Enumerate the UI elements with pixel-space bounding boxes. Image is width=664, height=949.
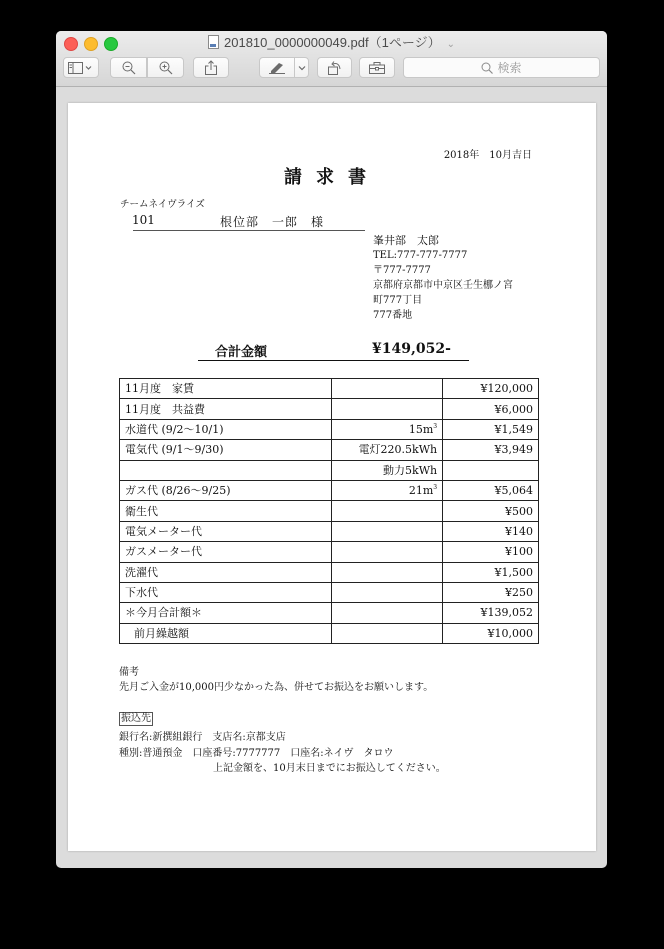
item-qty: 動力5kWh: [332, 460, 443, 480]
item-label: 下水代: [120, 582, 332, 602]
item-amount: ¥3,949: [443, 440, 539, 460]
item-label: ガスメーター代: [120, 542, 332, 562]
item-qty: [332, 501, 443, 521]
total-label: 合計金額: [215, 345, 268, 360]
sender-postal: 〒777-7777: [373, 265, 431, 276]
table-row: [120, 399, 539, 419]
invoice-date: 2018年 10月吉日: [443, 150, 532, 161]
item-amount: [443, 460, 539, 480]
pdf-document-icon: [208, 35, 219, 49]
bank-info-line-1: 銀行名:新撰組銀行 支店名:京都支店: [119, 732, 286, 743]
item-qty: [332, 623, 443, 643]
search-placeholder: 検索: [497, 61, 522, 75]
titlebar: [56, 31, 607, 87]
item-qty: [332, 582, 443, 602]
rotate-icon: [328, 60, 342, 75]
customer-name: 根位部 一郎 様: [220, 215, 325, 229]
markup-options-button[interactable]: [294, 57, 309, 78]
rotate-button[interactable]: [317, 57, 352, 78]
item-amount: ¥6,000: [443, 399, 539, 419]
search-icon: [481, 62, 493, 74]
pen-icon: [269, 62, 285, 74]
item-amount: ¥139,052: [443, 603, 539, 623]
sidebar-icon: [68, 62, 94, 74]
item-qty: [332, 399, 443, 419]
remarks-label: 備考: [119, 667, 139, 678]
item-amount: ¥140: [443, 521, 539, 541]
table-row: [120, 480, 539, 500]
sender-tel: TEL:777-777-7777: [373, 250, 468, 261]
zoom-out-button[interactable]: [110, 57, 147, 78]
item-qty: $21m^3$: [332, 480, 443, 500]
window-title[interactable]: [56, 35, 607, 53]
item-label: 11月度 共益費: [120, 399, 332, 419]
table-row: [120, 440, 539, 460]
items-table: [119, 378, 539, 644]
table-row: [120, 542, 539, 562]
chevron-down-icon: [298, 65, 306, 71]
table-row: [120, 582, 539, 602]
remarks-text: 先月ご入金が10,000円少なかった為、併せてお振込をお願いします。: [119, 682, 434, 693]
customer-underline: [133, 230, 365, 231]
item-amount: ¥100: [443, 542, 539, 562]
total-value: ¥149,052-: [372, 341, 451, 357]
sender-address-2: 町777丁目: [373, 295, 423, 306]
payment-deadline-note: 上記金額を、10月末日までにお振込してください。: [213, 763, 446, 774]
table-row-subtotal: [120, 603, 539, 623]
item-label: 電気代 (9/1～9/30): [120, 440, 332, 460]
table-row: [120, 460, 539, 480]
sidebar-toggle-button[interactable]: [63, 57, 99, 78]
item-amount: ¥10,000: [443, 623, 539, 643]
item-qty: $15m^3$: [332, 419, 443, 439]
item-label: 水道代 (9/2～10/1): [120, 419, 332, 439]
document-title: 請求書: [284, 167, 380, 188]
total-underline: [198, 360, 469, 361]
zoom-in-icon: [159, 61, 173, 75]
item-label: 11月度 家賃: [120, 379, 332, 399]
item-amount: ¥5,064: [443, 480, 539, 500]
item-label: ガス代 (8/26～9/25): [120, 480, 332, 500]
item-label: 電気メーター代: [120, 521, 332, 541]
item-qty: [332, 603, 443, 623]
item-label: 前月繰越額: [120, 623, 332, 643]
item-qty: [332, 379, 443, 399]
share-button[interactable]: [193, 57, 229, 78]
item-label: [120, 460, 332, 480]
customer-number: 101: [132, 213, 155, 227]
toolbox-button[interactable]: [359, 57, 395, 78]
item-qty: [332, 562, 443, 582]
pdf-page[interactable]: [68, 103, 596, 851]
zoom-in-button[interactable]: [147, 57, 184, 78]
table-row: [120, 379, 539, 399]
markup-button[interactable]: [259, 57, 295, 78]
sender-name: 峯井部 太郎: [373, 234, 439, 247]
item-amount: ¥250: [443, 582, 539, 602]
chevron-down-icon[interactable]: ⌄: [446, 39, 455, 50]
window-title-pages: （1ページ）: [368, 35, 441, 50]
sender-address-1: 京都府京都市中京区壬生梛ノ宮: [373, 280, 513, 291]
zoom-out-icon: [122, 61, 136, 75]
table-row: [120, 501, 539, 521]
window-title-file: 201810_0000000049.pdf: [224, 35, 369, 50]
table-row: [120, 562, 539, 582]
search-input[interactable]: [403, 57, 600, 78]
item-amount: ¥1,500: [443, 562, 539, 582]
share-icon: [205, 60, 217, 75]
table-row: [120, 521, 539, 541]
sender-block: [373, 233, 513, 323]
table-row: [120, 419, 539, 439]
item-amount: ¥1,549: [443, 419, 539, 439]
item-qty: 電灯220.5kWh: [332, 440, 443, 460]
bank-label: 振込先: [121, 713, 151, 724]
item-qty: [332, 542, 443, 562]
toolbox-icon: [369, 62, 385, 74]
company-name: チームネイヴライズ: [120, 199, 205, 210]
item-label: 衛生代: [120, 501, 332, 521]
item-label: ＊今月合計額＊: [120, 603, 332, 623]
item-amount: ¥500: [443, 501, 539, 521]
item-amount: ¥120,000: [443, 379, 539, 399]
item-qty: [332, 521, 443, 541]
preview-window: [56, 31, 607, 868]
sender-address-3: 777番地: [373, 310, 413, 321]
item-label: 洗濯代: [120, 562, 332, 582]
bank-info-line-2: 種別:普通預金 口座番号:7777777 口座名:ネイヴ タロウ: [119, 748, 394, 759]
table-row-carryover: [120, 623, 539, 643]
